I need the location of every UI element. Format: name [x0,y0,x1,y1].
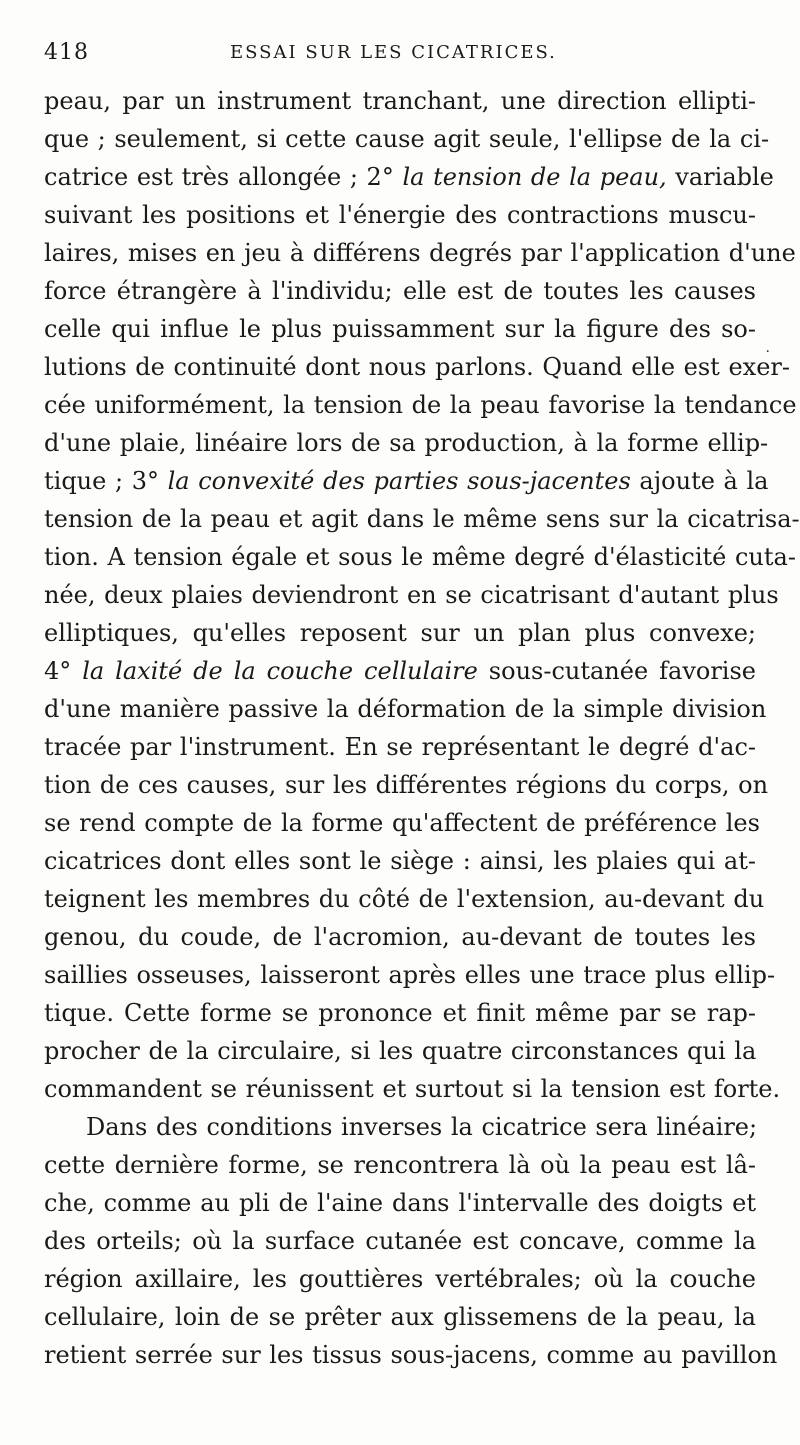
text-segment: catrice est très allongée ; 2° [44,163,403,191]
text-line [44,956,776,994]
text-segment: che, comme au pli de l'aine dans l'intervalle des doigts et [44,1189,756,1217]
text-line [44,310,756,348]
text-line [44,804,760,842]
italic-segment: la tension de la peau, [402,163,667,191]
text-segment: se rend compte de la forme qu'affectent de préférence les [44,809,760,837]
page-header [44,40,764,76]
text-segment: teignent les membres du côté de l'extension, au-devant du [44,885,765,913]
text-segment: ajoute à la [630,467,769,495]
text-segment: retient serrée sur les tissus sous-jacens, comme au pavillon [44,1341,778,1369]
text-line [44,82,756,120]
text-line [44,1070,781,1108]
italic-segment: la convexité des parties sous-jacentes [167,467,631,495]
text-line [44,462,769,500]
running-title: ESSAI SUR LES CICATRICES. [230,42,557,63]
text-line [44,1336,778,1374]
text-line [44,842,756,880]
text-segment: peau, par un instrument tranchant, une direction ellipti- [44,87,756,115]
text-segment: tracée par l'instrument. En se représentant le degré d'ac- [44,733,756,761]
text-line [44,424,769,462]
text-segment: commandent se réunissent et surtout si la tension est forte. [44,1075,781,1103]
text-line [44,690,767,728]
text-line [44,386,797,424]
text-line [44,1298,756,1336]
text-segment: genou, du coude, de l'acromion, au-devant de toutes les [44,923,756,951]
text-line [44,1108,756,1146]
text-line [44,728,756,766]
text-segment: née, deux plaies deviendront en se cicatrisant d'autant plus [44,581,779,609]
text-segment: elliptiques, qu'elles reposent sur un plan plus convexe; [44,619,756,647]
text-segment: celle qui influe le plus puissamment sur la figure des so- [44,315,756,343]
page-number: 418 [44,40,89,65]
text-segment: cette dernière forme, se rencontrera là où la peau est lâ- [44,1151,756,1179]
text-segment: tique. Cette forme se prononce et finit même par se rap- [44,999,756,1027]
text-line [44,272,756,310]
text-line [44,120,770,158]
text-segment: 4° [44,657,83,685]
body-text [44,82,800,1374]
text-segment: lutions de continuité dont nous parlons. Quand elle est exer- [44,353,790,381]
text-line [44,1032,756,1070]
text-segment: d'une manière passive la déformation de la simple division [44,695,767,723]
text-line [44,158,774,196]
text-line [44,1146,756,1184]
text-segment: cicatrices dont elles sont le siège : ainsi, les plaies qui at- [44,847,756,875]
text-segment: Dans des conditions inverses la cicatrice sera linéaire; [86,1113,758,1141]
text-line [44,234,796,272]
text-line [44,196,756,234]
text-segment: tension de la peau et agit dans le même sens sur la cicatrisa- [44,505,800,533]
text-segment: cellulaire, loin de se prêter aux glissemens de la peau, la [44,1303,756,1331]
text-line [44,652,756,690]
text-segment: que ; seulement, si cette cause agit seule, l'ellipse de la ci- [44,125,770,153]
text-segment: variable [666,163,774,191]
text-segment: des orteils; où la surface cutanée est concave, comme la [44,1227,756,1255]
text-line [44,614,756,652]
text-segment: région axillaire, les gouttières vertébrales; où la couche [44,1265,756,1293]
text-segment: suivant les positions et l'énergie des contractions muscu- [44,201,756,229]
text-line [44,918,756,956]
text-line [44,576,779,614]
text-segment: tion de ces causes, sur les différentes régions du corps, on [44,771,769,799]
text-segment: cée uniformément, la tension de la peau favorise la tendance [44,391,797,419]
text-line [44,1184,756,1222]
text-line [44,500,800,538]
text-line [44,994,756,1032]
text-segment: sous-cutanée favorise [477,657,756,685]
text-line [44,1222,756,1260]
text-segment: force étrangère à l'individu; elle est de toutes les causes [44,277,756,305]
text-line [44,348,790,386]
text-segment: procher de la circulaire, si les quatre circonstances qui la [44,1037,757,1065]
text-segment: tique ; 3° [44,467,168,495]
text-line [44,766,769,804]
margin-dot-mark: . [765,340,770,356]
text-line [44,538,796,576]
text-line [44,880,765,918]
text-segment: tion. A tension égale et sous le même degré d'élasticité cuta- [44,543,796,571]
text-segment: laires, mises en jeu à différens degrés par l'application d'une [44,239,796,267]
text-segment: d'une plaie, linéaire lors de sa production, à la forme ellip- [44,429,769,457]
text-segment: saillies osseuses, laisseront après elles une trace plus ellip- [44,961,776,989]
text-line [44,1260,756,1298]
italic-segment: la laxité de la couche cellulaire [82,657,478,685]
